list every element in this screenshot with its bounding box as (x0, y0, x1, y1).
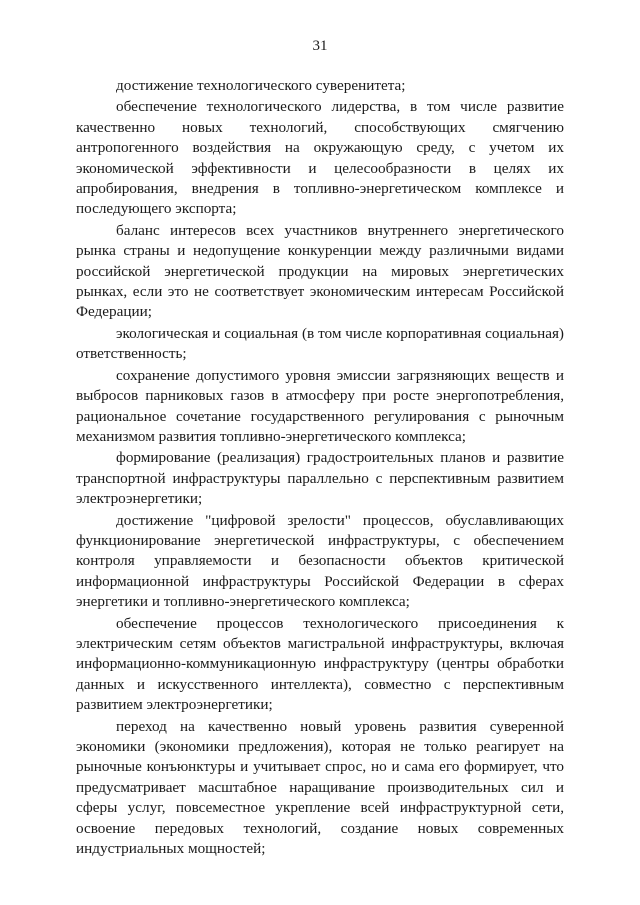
paragraph-ecological-responsibility: экологическая и социальная (в том числе корпоративная социальная) ответственность; (76, 324, 564, 363)
paragraph-digital-maturity: достижение "цифровой зрелости" процессов, обуславливающих функционирование энергетической инфраструктуры, с обеспечением контроля управляемости и безопасности объектов критической информационной инфраструктуры Российской Федерации в сферах энергетики и топливно-энергетического комплекса; (76, 511, 564, 611)
paragraph-market-balance: баланс интересов всех участников внутреннего энергетического рынка страны и недопущение конкуренции между различными видами российской энергетической продукции на мировых энергетических рынках, если это не соответствует экономическим интересам Российской Федерации; (76, 221, 564, 321)
page-number: 31 (312, 38, 328, 54)
paragraph-tech-sovereignty: достижение технологического суверенитета; (116, 77, 406, 94)
document-body (76, 76, 564, 860)
paragraph-emissions: сохранение допустимого уровня эмиссии загрязняющих веществ и выбросов парниковых газов в атмосферу при росте энергопотребления, рациональное сочетание государственного регулирования с рыночным механизмом развития топливно-энергетического комплекса; (76, 366, 564, 445)
paragraph-urban-planning: формирование (реализация) градостроительных планов и развитие транспортной инфраструктуры параллельно с перспективным развитием электроэнергетики; (76, 449, 564, 508)
paragraph-grid-connection: обеспечение процессов технологического присоединения к электрическим сетям объектов магистральной инфраструктуры, включая информационно-коммуникационную инфраструктуру (центры обработки данных и искусственного интеллекта), совместно с перспективным развитием электроэнергетики; (76, 614, 564, 714)
paragraph-sovereign-economy: переход на качественно новый уровень развития суверенной экономики (экономики предложения), которая не только реагирует на рыночные конъюнктуры и учитывает спрос, но и сама его формирует, что предусматривает масштабное наращивание производительных сил и сферы услуг, повсеместное укрепление всей инфраструктурной сети, освоение передовых технологий, создание новых современных индустриальных мощностей; (76, 717, 564, 858)
paragraph-tech-leadership: обеспечение технологического лидерства, в том числе развитие качественно новых технологий, способствующих смягчению антропогенного воздействия на окружающую среду, с учетом их экономической эффективности и целесообразности в целях их апробирования, внедрения в топливно-энергетическом комплексе и последующего экспорта; (76, 98, 564, 218)
